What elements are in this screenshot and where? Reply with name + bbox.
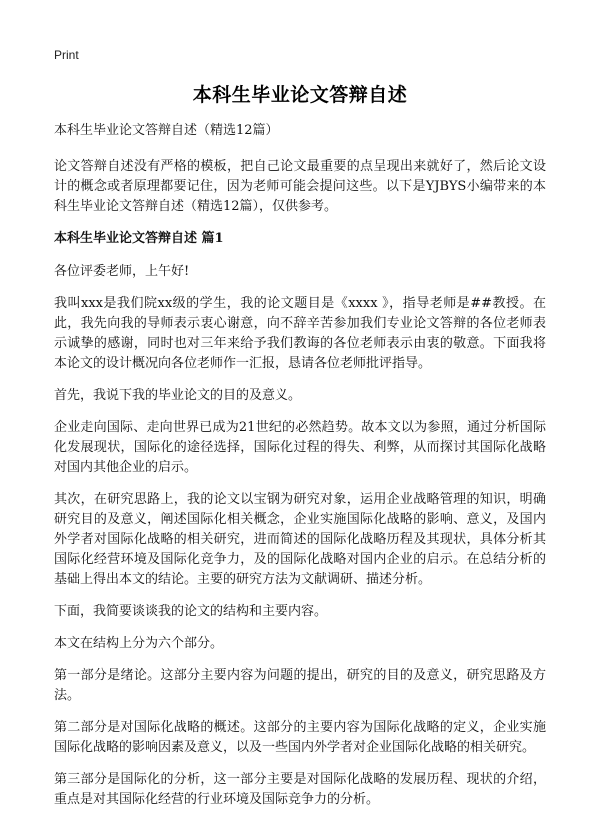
paragraph-research-approach: 其次，在研究思路上，我的论文以宝钢为研究对象，运用企业战略管理的知识，明确研究目的及意义，阐述国际化相关概念，企业实施国际化战略的影响、意义，及国内外学者对国际化战略的相关研究，进而简述的国际化战略历程及其现状，具体分析其国际化经营环境及国际化竞争力，及的国际化战略对国内企业的启示。在总结分析的基础上得出本文的结论。主要的研究方法为文献调研、描述分析。 bbox=[54, 492, 546, 587]
article-body bbox=[54, 121, 546, 822]
print-link[interactable]: Print bbox=[54, 48, 79, 62]
paragraph-part-two: 第二部分是对国际化战略的概述。这部分的主要内容为国际化战略的定义，企业实施国际化战略的影响因素及意义，以及一些国内外学者对企业国际化战略的相关研究。 bbox=[54, 720, 546, 755]
article-subtitle: 本科生毕业论文答辩自述（精选12篇） bbox=[54, 123, 279, 138]
paragraph-purpose-intro: 首先，我说下我的毕业论文的目的及意义。 bbox=[54, 388, 302, 403]
paragraph-structure-intro: 下面，我简要谈谈我的论文的结构和主要内容。 bbox=[54, 604, 328, 619]
page-title: 本科生毕业论文答辩自述 bbox=[192, 84, 408, 106]
paragraph-greeting: 各位评委老师，上午好! bbox=[54, 264, 190, 279]
section-heading: 本科生毕业论文答辩自述 篇1 bbox=[54, 231, 224, 246]
paragraph-purpose: 企业走向国际、走向世界已成为21世纪的必然趋势。故本文以为参照，通过分析国际化发展现状，国际化的途径选择，国际化过程的得失、利弊，从而探讨其国际化战略对国内其他企业的启示。 bbox=[54, 420, 546, 475]
paragraph-structure-parts: 本文在结构上分为六个部分。 bbox=[54, 636, 224, 651]
paragraph-part-one: 第一部分是绪论。这部分主要内容为问题的提出，研究的目的及意义，研究思路及方法。 bbox=[54, 668, 546, 703]
paragraph-part-three: 第三部分是国际化的分析，这一部分主要是对国际化战略的发展历程、现状的介绍，重点是对其国际化经营的行业环境及国际竞争力的分析。 bbox=[54, 772, 546, 807]
intro-paragraph: 论文答辩自述没有严格的模板，把自己论文最重要的点呈现出来就好了，然后论文设计的概念或者原理都要记住，因为老师可能会提问这些。以下是YJBYS小编带来的本科生毕业论文答辩自述（精选12篇），仅供参考。 bbox=[54, 159, 546, 214]
paragraph-self-introduction: 我叫xxx是我们院xx级的学生，我的论文题目是《xxxx 》，指导老师是##教授。在此，我先向我的导师表示衷心谢意，向不辞辛苦参加我们专业论文答辩的各位老师表示诚挚的感谢，同时也对三年来给予我们教诲的各位老师表示由衷的敬意。下面我将本论文的设计概况向各位老师作一汇报，恳请各位老师批评指导。 bbox=[54, 296, 546, 371]
